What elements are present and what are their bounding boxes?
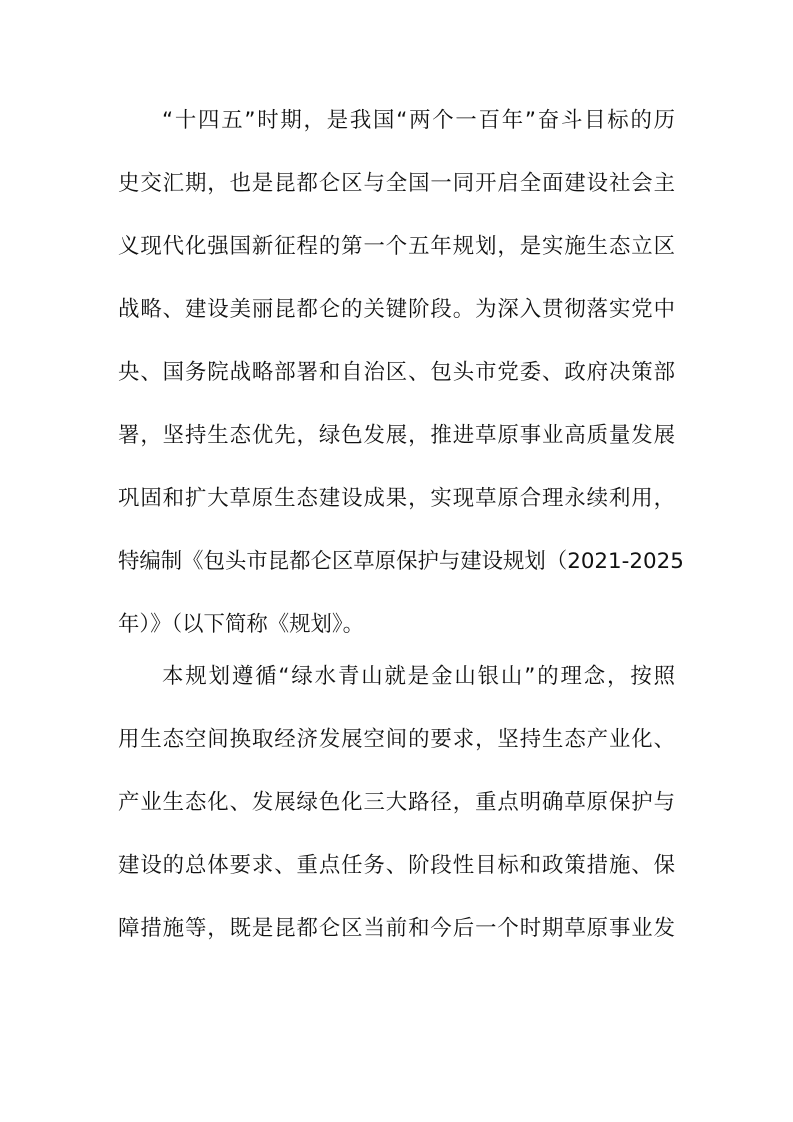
paragraph-1-line-7: 巩固和扩大草原生态建设成果，实现草原合理永续利用， — [118, 486, 675, 511]
paragraph-2-line-3: 产业生态化、发展绿色化三大路径，重点明确草原保护与 — [118, 790, 675, 815]
paragraph-2-line-5: 障措施等，既是昆都仑区当前和今后一个时期草原事业发 — [118, 916, 675, 941]
paragraph-1-line-6: 署，坚持生态优先，绿色发展，推进草原事业高质量发展 — [118, 423, 675, 448]
paragraph-1-line-5: 央、国务院战略部署和自治区、包头市党委、政府决策部 — [118, 360, 675, 385]
paragraph-2-line-4: 建设的总体要求、重点任务、阶段性目标和政策措施、保 — [118, 853, 675, 878]
paragraph-1-line-9: 年）》（以下简称《规划》。 — [118, 612, 364, 637]
paragraph-1-line-4: 战略、建设美丽昆都仑的关键阶段。为深入贯彻落实党中 — [118, 297, 675, 322]
paragraph-1-line-3: 义现代化强国新征程的第一个五年规划，是实施生态立区 — [118, 234, 675, 259]
paragraph-2-line-1: 本规划遵循“绿水青山就是金山银山”的理念，按照 — [162, 664, 675, 689]
paragraph-1-line-8: 特编制《包头市昆都仑区草原保护与建设规划（2021-2025 — [118, 549, 684, 574]
paragraph-2-line-2: 用生态空间换取经济发展空间的要求，坚持生态产业化、 — [118, 727, 675, 752]
paragraph-1-line-1: “十四五”时期，是我国“两个一百年”奋斗目标的历 — [162, 108, 675, 133]
paragraph-1-line-2: 史交汇期，也是昆都仑区与全国一同开启全面建设社会主 — [118, 171, 675, 196]
